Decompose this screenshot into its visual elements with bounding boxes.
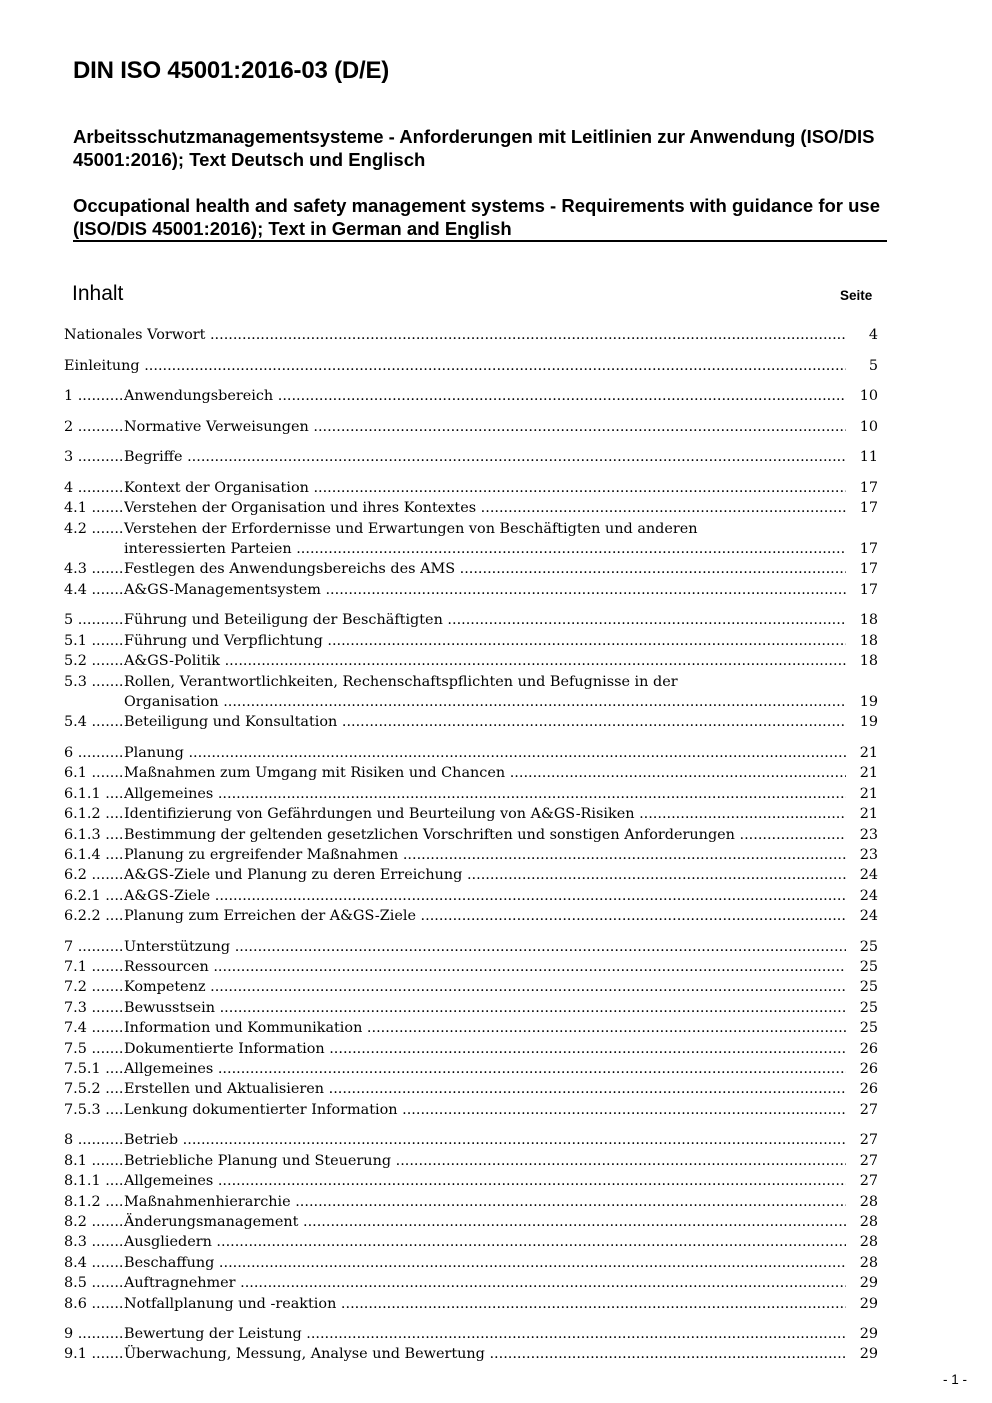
toc-entry[interactable] xyxy=(64,1039,878,1059)
toc-entry-number: 6.2.1 ..... xyxy=(64,886,124,906)
toc-entry[interactable] xyxy=(64,886,878,906)
subtitle-german: Arbeitsschutzmanagementsysteme - Anforderungen mit Leitlinien zur Anwendung (ISO/DIS 45001:2016); Text Deutsch und Englisch xyxy=(73,126,875,170)
toc-entry-page: 27 xyxy=(859,1152,878,1169)
toc-entry-title: Bewertung der Leistung ..... xyxy=(124,1324,846,1344)
document-title: DIN ISO 45001:2016-03 (D/E) xyxy=(73,57,390,84)
toc-entry-number: 6.1.2 ..... xyxy=(64,804,124,824)
toc-entry-number: 6 ..... xyxy=(64,743,124,763)
toc-entry[interactable] xyxy=(64,356,878,376)
toc-entry-number: 6.2.2 ..... xyxy=(64,906,124,926)
toc-entry-title: Maßnahmenhierarchie ..... xyxy=(124,1192,846,1212)
toc-entry-number: 8.2 ..... xyxy=(64,1212,124,1232)
toc-entry-page: 5 xyxy=(868,357,878,374)
toc-entry-title: A&GS-Managementsystem ..... xyxy=(124,580,846,600)
toc-entry[interactable] xyxy=(64,1079,878,1099)
toc-entry-page: 26 xyxy=(859,1061,878,1078)
toc-entry-number: 8 ..... xyxy=(64,1130,124,1150)
toc-entry[interactable] xyxy=(64,763,878,783)
toc-entry[interactable] xyxy=(64,478,878,498)
toc-entry-number: 8.6 ..... xyxy=(64,1294,124,1314)
toc-entry[interactable] xyxy=(64,1324,878,1344)
toc-entry-number: 6.2 ..... xyxy=(64,865,124,885)
toc-entry-title: Betriebliche Planung und Steuerung ..... xyxy=(124,1151,846,1171)
toc-entry-number: 7.5.3 ..... xyxy=(64,1100,124,1120)
toc-entry[interactable] xyxy=(64,672,878,713)
toc-heading: Inhalt xyxy=(72,282,124,305)
toc-entry-title: Bewusstsein ..... xyxy=(124,998,846,1018)
toc-entry-title: Überwachung, Messung, Analyse und Bewertung ..... xyxy=(124,1344,846,1364)
toc-entry[interactable] xyxy=(64,1344,878,1364)
toc-entry-page: 10 xyxy=(859,388,878,405)
toc-entry[interactable] xyxy=(64,417,878,437)
toc-entry[interactable] xyxy=(64,325,878,345)
toc-entry[interactable] xyxy=(64,559,878,579)
toc-entry-page: 29 xyxy=(859,1275,878,1292)
toc-entry-page: 25 xyxy=(859,938,878,955)
toc-entry-page: 26 xyxy=(859,1081,878,1098)
toc-entry-page: 27 xyxy=(859,1173,878,1190)
toc-entry-title: Verstehen der Organisation und ihres Kontextes ..... xyxy=(124,498,846,518)
toc-entry[interactable] xyxy=(64,825,878,845)
toc-entry-page: 28 xyxy=(859,1234,878,1251)
toc-entry[interactable] xyxy=(64,1253,878,1273)
toc-entry[interactable] xyxy=(64,651,878,671)
toc-entry-page: 17 xyxy=(859,541,878,558)
toc-entry[interactable] xyxy=(64,1100,878,1120)
toc-entry-page: 21 xyxy=(859,744,878,761)
toc-entry[interactable] xyxy=(64,957,878,977)
toc-entry-page: 23 xyxy=(859,826,878,843)
toc-entry-number: 5.4 ..... xyxy=(64,712,124,732)
toc-entry[interactable] xyxy=(64,712,878,732)
toc-entry-title: interessierten Parteien ..... xyxy=(124,539,846,559)
toc-entry-page: 17 xyxy=(859,500,878,517)
toc-entry-page: 18 xyxy=(859,632,878,649)
toc-entry-title: Allgemeines ..... xyxy=(124,1059,846,1079)
toc-entry[interactable] xyxy=(64,845,878,865)
toc-entry-title-line1: Verstehen der Erfordernisse und Erwartungen von Beschäftigten und anderen xyxy=(124,520,698,537)
page-column-label: Seite xyxy=(840,288,873,303)
toc-entry[interactable] xyxy=(64,447,878,467)
toc-entry[interactable] xyxy=(64,865,878,885)
toc-entry-page: 24 xyxy=(859,867,878,884)
toc-entry[interactable] xyxy=(64,1273,878,1293)
toc-entry-title: Ressourcen ..... xyxy=(124,957,846,977)
toc-entry-number: 5 ..... xyxy=(64,610,124,630)
toc-entry-title: Allgemeines ..... xyxy=(124,784,846,804)
toc-entry-number: 5.3 ..... xyxy=(64,672,124,692)
toc-entry-title: Begriffe ..... xyxy=(124,447,846,467)
toc-entry-number: 6.1.3 ..... xyxy=(64,825,124,845)
toc-entry-title: Maßnahmen zum Umgang mit Risiken und Chancen ..... xyxy=(124,763,846,783)
toc-entry[interactable] xyxy=(64,1192,878,1212)
toc-entry-title-line1: Rollen, Verantwortlichkeiten, Rechenschaftspflichten und Befugnisse in der xyxy=(124,673,678,690)
toc-entry[interactable] xyxy=(64,610,878,630)
toc-entry-title: Erstellen und Aktualisieren ..... xyxy=(124,1079,846,1099)
toc-entry[interactable] xyxy=(64,631,878,651)
toc-entry-page: 18 xyxy=(859,653,878,670)
toc-entry-page: 28 xyxy=(859,1213,878,1230)
toc-entry-number: 7.5.1 ..... xyxy=(64,1059,124,1079)
toc-entry-page: 21 xyxy=(859,785,878,802)
toc-entry[interactable] xyxy=(64,1130,878,1150)
toc-entry[interactable] xyxy=(64,937,878,957)
toc-entry[interactable] xyxy=(64,498,878,518)
toc-entry-title: A&GS-Ziele und Planung zu deren Erreichung ..... xyxy=(124,865,846,885)
toc-entry-title: A&GS-Politik ..... xyxy=(124,651,846,671)
toc-entry-title: Betrieb ..... xyxy=(124,1130,846,1150)
toc-entry[interactable] xyxy=(64,804,878,824)
toc-entry-title: Kompetenz ..... xyxy=(124,977,846,997)
toc-entry-title: Notfallplanung und -reaktion ..... xyxy=(124,1294,846,1314)
toc-entry-number: 8.3 ..... xyxy=(64,1232,124,1252)
toc-entry-title: Lenkung dokumentierter Information ..... xyxy=(124,1100,846,1120)
toc-entry-page: 25 xyxy=(859,959,878,976)
toc-entry-page: 21 xyxy=(859,806,878,823)
toc-entry-page: 24 xyxy=(859,887,878,904)
toc-entry-page: 29 xyxy=(859,1346,878,1363)
toc-entry-title: Auftragnehmer ..... xyxy=(124,1273,846,1293)
toc-entry-number: 7.4 ..... xyxy=(64,1018,124,1038)
toc-entry-number: 1 ..... xyxy=(64,386,124,406)
toc-entry-number: 9 ..... xyxy=(64,1324,124,1344)
toc-entry-title: Führung und Verpflichtung ..... xyxy=(124,631,846,651)
toc-entry[interactable] xyxy=(64,977,878,997)
toc-entry-number: 6.1.4 ..... xyxy=(64,845,124,865)
toc-entry-page: 18 xyxy=(859,612,878,629)
toc-entry-page: 21 xyxy=(859,765,878,782)
toc-entry-title: Allgemeines ..... xyxy=(124,1171,846,1191)
toc-entry-page: 26 xyxy=(859,1040,878,1057)
toc-entry-number: 6.1 ..... xyxy=(64,763,124,783)
toc-entry-title: Organisation ..... xyxy=(124,692,846,712)
toc-entry[interactable] xyxy=(64,519,878,560)
toc-entry-number: 4.1 ..... xyxy=(64,498,124,518)
toc-entry-number: 2 ..... xyxy=(64,417,124,437)
page-number: - 1 - xyxy=(943,1372,968,1387)
toc-entry-title: Dokumentierte Information ..... xyxy=(124,1039,846,1059)
toc-entry-number: 7.5 ..... xyxy=(64,1039,124,1059)
toc-entry-number: 5.2 ..... xyxy=(64,651,124,671)
table-of-contents xyxy=(64,325,878,1365)
toc-entry-title: Kontext der Organisation ..... xyxy=(124,478,846,498)
toc-entry-title: Information und Kommunikation ..... xyxy=(124,1018,846,1038)
toc-entry-title: Bestimmung der geltenden gesetzlichen Vorschriften und sonstigen Anforderungen ..... xyxy=(124,825,846,845)
toc-entry-page: 28 xyxy=(859,1254,878,1271)
toc-entry-title: Planung ..... xyxy=(124,743,846,763)
toc-entry[interactable] xyxy=(64,998,878,1018)
toc-entry-number: 7.2 ..... xyxy=(64,977,124,997)
toc-entry-page: 23 xyxy=(859,846,878,863)
toc-entry[interactable] xyxy=(64,1232,878,1252)
title-divider xyxy=(73,240,887,242)
subtitle-english: Occupational health and safety management systems - Requirements with guidance for use (ISO/DIS 45001:2016); Text in German and English xyxy=(73,195,881,239)
toc-entry-page: 28 xyxy=(859,1193,878,1210)
toc-entry-page: 19 xyxy=(859,694,878,710)
toc-entry-title: Beteiligung und Konsultation ..... xyxy=(124,712,846,732)
toc-entry-page: 11 xyxy=(859,449,878,466)
toc-entry-title: Planung zu ergreifender Maßnahmen ..... xyxy=(124,845,846,865)
toc-entry-title: Unterstützung ..... xyxy=(124,937,846,957)
toc-entry-page: 25 xyxy=(859,999,878,1016)
toc-entry-page: 25 xyxy=(859,979,878,996)
toc-entry-page: 10 xyxy=(859,418,878,435)
toc-entry[interactable] xyxy=(64,1294,878,1314)
toc-entry-number: 4.3 ..... xyxy=(64,559,124,579)
toc-entry-title: Anwendungsbereich ..... xyxy=(124,386,846,406)
toc-entry[interactable] xyxy=(64,1059,878,1079)
toc-entry[interactable] xyxy=(64,1018,878,1038)
toc-entry-title: Beschaffung ..... xyxy=(124,1253,846,1273)
toc-entry-page: 27 xyxy=(859,1101,878,1118)
toc-entry-number: 8.5 ..... xyxy=(64,1273,124,1293)
toc-entry-number: 4 ..... xyxy=(64,478,124,498)
toc-entry-number: 7 ..... xyxy=(64,937,124,957)
toc-entry[interactable] xyxy=(64,1212,878,1232)
toc-entry-number: 4.4 ..... xyxy=(64,580,124,600)
toc-entry-page: 29 xyxy=(859,1326,878,1343)
toc-entry-title: A&GS-Ziele ..... xyxy=(124,886,846,906)
toc-entry-page: 17 xyxy=(859,581,878,598)
toc-entry-number: 9.1 ..... xyxy=(64,1344,124,1364)
toc-entry-title: Planung zum Erreichen der A&GS-Ziele ..... xyxy=(124,906,846,926)
toc-entry-page: 4 xyxy=(868,327,878,343)
toc-entry-number: 3 ..... xyxy=(64,447,124,467)
toc-entry-number: 8.1.2 ..... xyxy=(64,1192,124,1212)
toc-entry-title: Festlegen des Anwendungsbereichs des AMS ..... xyxy=(124,559,846,579)
toc-entry-title: Identifizierung von Gefährdungen und Beurteilung von A&GS-Risiken ..... xyxy=(124,804,846,824)
toc-entry-number: 8.1.1 ..... xyxy=(64,1171,124,1191)
toc-entry-page: 27 xyxy=(859,1132,878,1149)
toc-entry-number: 8.1 ..... xyxy=(64,1151,124,1171)
toc-entry-title: Normative Verweisungen ..... xyxy=(124,417,846,437)
toc-entry-number: 7.1 ..... xyxy=(64,957,124,977)
toc-entry-title: Ausgliedern ..... xyxy=(124,1232,846,1252)
toc-entry[interactable] xyxy=(64,1151,878,1171)
toc-entry-page: 25 xyxy=(859,1020,878,1037)
toc-entry[interactable] xyxy=(64,784,878,804)
toc-entry-number: 5.1 ..... xyxy=(64,631,124,651)
toc-entry-title: Einleitung ..... xyxy=(64,356,846,376)
toc-entry-title: Führung und Beteiligung der Beschäftigten ..... xyxy=(124,610,846,630)
toc-entry-number: 8.4 ..... xyxy=(64,1253,124,1273)
toc-entry-title: Nationales Vorwort ..... xyxy=(64,325,846,345)
toc-entry-page: 17 xyxy=(859,561,878,578)
toc-entry[interactable] xyxy=(64,580,878,600)
toc-entry[interactable] xyxy=(64,1171,878,1191)
toc-entry-title: Änderungsmanagement ..... xyxy=(124,1212,846,1232)
toc-entry-number: 7.3 ..... xyxy=(64,998,124,1018)
toc-entry-page: 19 xyxy=(859,714,878,731)
toc-entry[interactable] xyxy=(64,743,878,763)
toc-entry-number: 6.1.1 ..... xyxy=(64,784,124,804)
toc-entry[interactable] xyxy=(64,906,878,926)
toc-entry-number: 7.5.2 ..... xyxy=(64,1079,124,1099)
toc-entry-number: 4.2 ..... xyxy=(64,519,124,539)
toc-entry[interactable] xyxy=(64,386,878,406)
toc-entry-page: 29 xyxy=(859,1295,878,1312)
toc-entry-page: 24 xyxy=(859,908,878,925)
toc-entry-page: 17 xyxy=(859,479,878,496)
